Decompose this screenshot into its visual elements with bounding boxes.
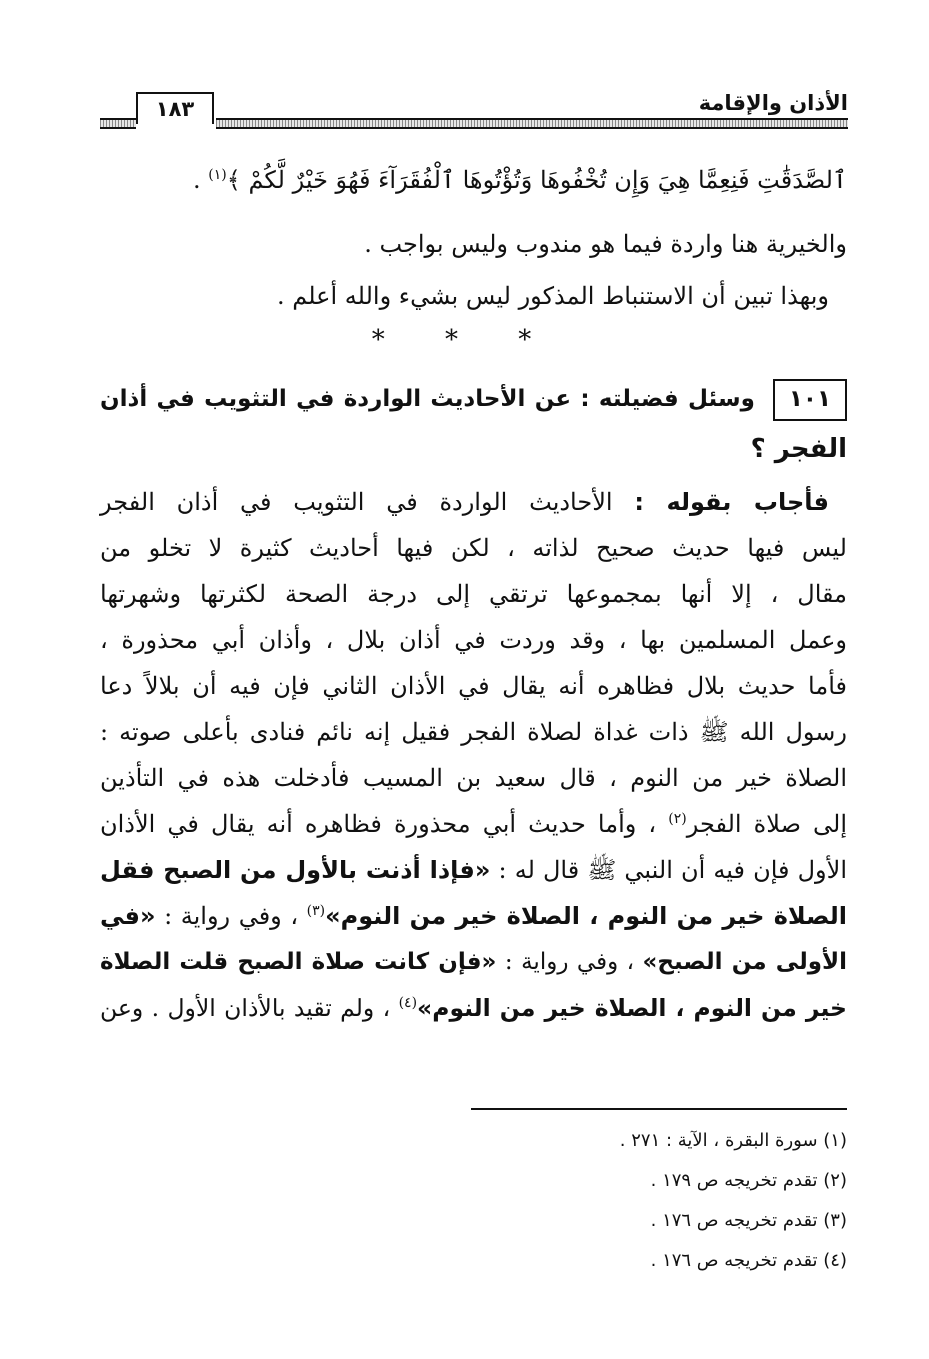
- footnote-ref-4: (٤): [398, 995, 418, 1012]
- hadith-quote-6: خير من النوم ، الصلاة خير من النوم»: [417, 994, 847, 1022]
- question-heading: [100, 376, 847, 422]
- answer-line-9: [100, 850, 847, 890]
- answer-line-6: رسول الله ﷺ ذات غداة لصلاة الفجر فقيل إنه نائم فنادى بأعلى صوته :: [100, 718, 847, 746]
- answer-line-7: الصلاة خير من النوم ، قال سعيد بن المسيب فأدخلت هذه في التأذين: [100, 764, 847, 792]
- answer-intro: فأجاب بقوله :: [634, 488, 829, 516]
- answer-line-11: [100, 942, 847, 982]
- answer-line-11b: ، وفي رواية :: [496, 949, 643, 975]
- hadith-quote-1: «فإذا أذنت بالأول من الصبح فقل: [100, 856, 491, 884]
- hadith-quote-4: الأولى من الصبح»: [642, 949, 848, 975]
- question-title-2: الفجر ؟: [750, 434, 847, 464]
- footnote-2: (٢) تقدم تخريجه ص ١٧٩ .: [650, 1170, 847, 1191]
- footnote-ref-1: (١): [208, 167, 227, 183]
- footnote-3: (٣) تقدم تخريجه ص ١٧٦ .: [650, 1210, 847, 1231]
- text-line-3: وبهذا تبين أن الاستنباط المذكور ليس بشيء والله أعلم .: [277, 282, 829, 310]
- answer-line-8a: إلى صلاة الفجر: [686, 810, 848, 838]
- answer-line-10: [100, 896, 847, 936]
- question-number: ١٠١: [773, 379, 847, 421]
- answer-line-1: [100, 482, 829, 522]
- answer-line-3: مقال ، إلا أنها بمجموعها ترتقي إلى درجة الصحة لكثرتها وشهرتها: [100, 580, 847, 608]
- footnote-ref-2: (٢): [668, 811, 687, 827]
- answer-line-12: [100, 988, 847, 1028]
- question-title-1: وسئل فضيلته : عن الأحاديث الواردة في التثويب في أذان: [100, 386, 755, 412]
- answer-line-2: ليس فيها حديث صحيح لذاته ، لكن فيها أحاديث كثيرة لا تخلو من: [100, 534, 847, 562]
- header-rule: [216, 118, 848, 129]
- answer-line-9a: الأول فإن فيه أن النبي ﷺ قال له :: [490, 856, 848, 884]
- hadith-quote-2: الصلاة خير من النوم ، الصلاة خير من النوم»: [325, 902, 847, 930]
- page-number: ١٨٣: [136, 92, 214, 124]
- answer-line-4: وعمل المسلمين بها ، وقد وردت في أذان بلال ، وأذان أبي محذورة ،: [100, 626, 847, 654]
- page-header: [100, 88, 848, 132]
- footnote-divider: [471, 1108, 847, 1110]
- section-separator: * * *: [371, 325, 558, 355]
- quran-verse-line: [100, 160, 847, 200]
- chapter-title: الأذان والإقامة: [698, 91, 848, 115]
- text-line-2: والخيرية هنا واردة فيما هو مندوب وليس بواجب .: [364, 230, 847, 258]
- hadith-quote-3: «في: [100, 902, 156, 930]
- quran-verse-end: .: [193, 166, 209, 194]
- answer-line-1-text: الأحاديث الواردة في التثويب في أذان الفجر: [100, 488, 635, 516]
- answer-line-10b: ، وفي رواية :: [155, 902, 307, 930]
- answer-line-12b: ، ولم تقيد بالأذان الأول . وعن: [100, 994, 399, 1022]
- header-rule-left: [100, 118, 136, 129]
- answer-line-8: [100, 804, 847, 844]
- answer-line-8b: ، وأما حديث أبي محذورة فظاهره أنه يقال في الأذان: [100, 810, 669, 838]
- footnote-ref-3: (٣): [306, 903, 326, 919]
- quran-verse: ٱلصَّدَقَٰتِ فَنِعِمَّا هِيَ وَإِن تُخْفُوهَا وَتُؤْتُوهَا ٱلْفُقَرَآءَ فَهُوَ خَيْرٌ لَّكُمْ ﴾: [226, 166, 847, 194]
- hadith-quote-5: «فإن كانت صلاة الصبح قلت الصلاة: [100, 949, 497, 975]
- answer-line-5: فأما حديث بلال فظاهره أنه يقال في الأذان الثاني فإن فيه أن بلالاً دعا: [100, 672, 847, 700]
- footnote-4: (٤) تقدم تخريجه ص ١٧٦ .: [650, 1250, 847, 1271]
- footnote-1: (١) سورة البقرة ، الآية : ٢٧١ .: [619, 1130, 847, 1151]
